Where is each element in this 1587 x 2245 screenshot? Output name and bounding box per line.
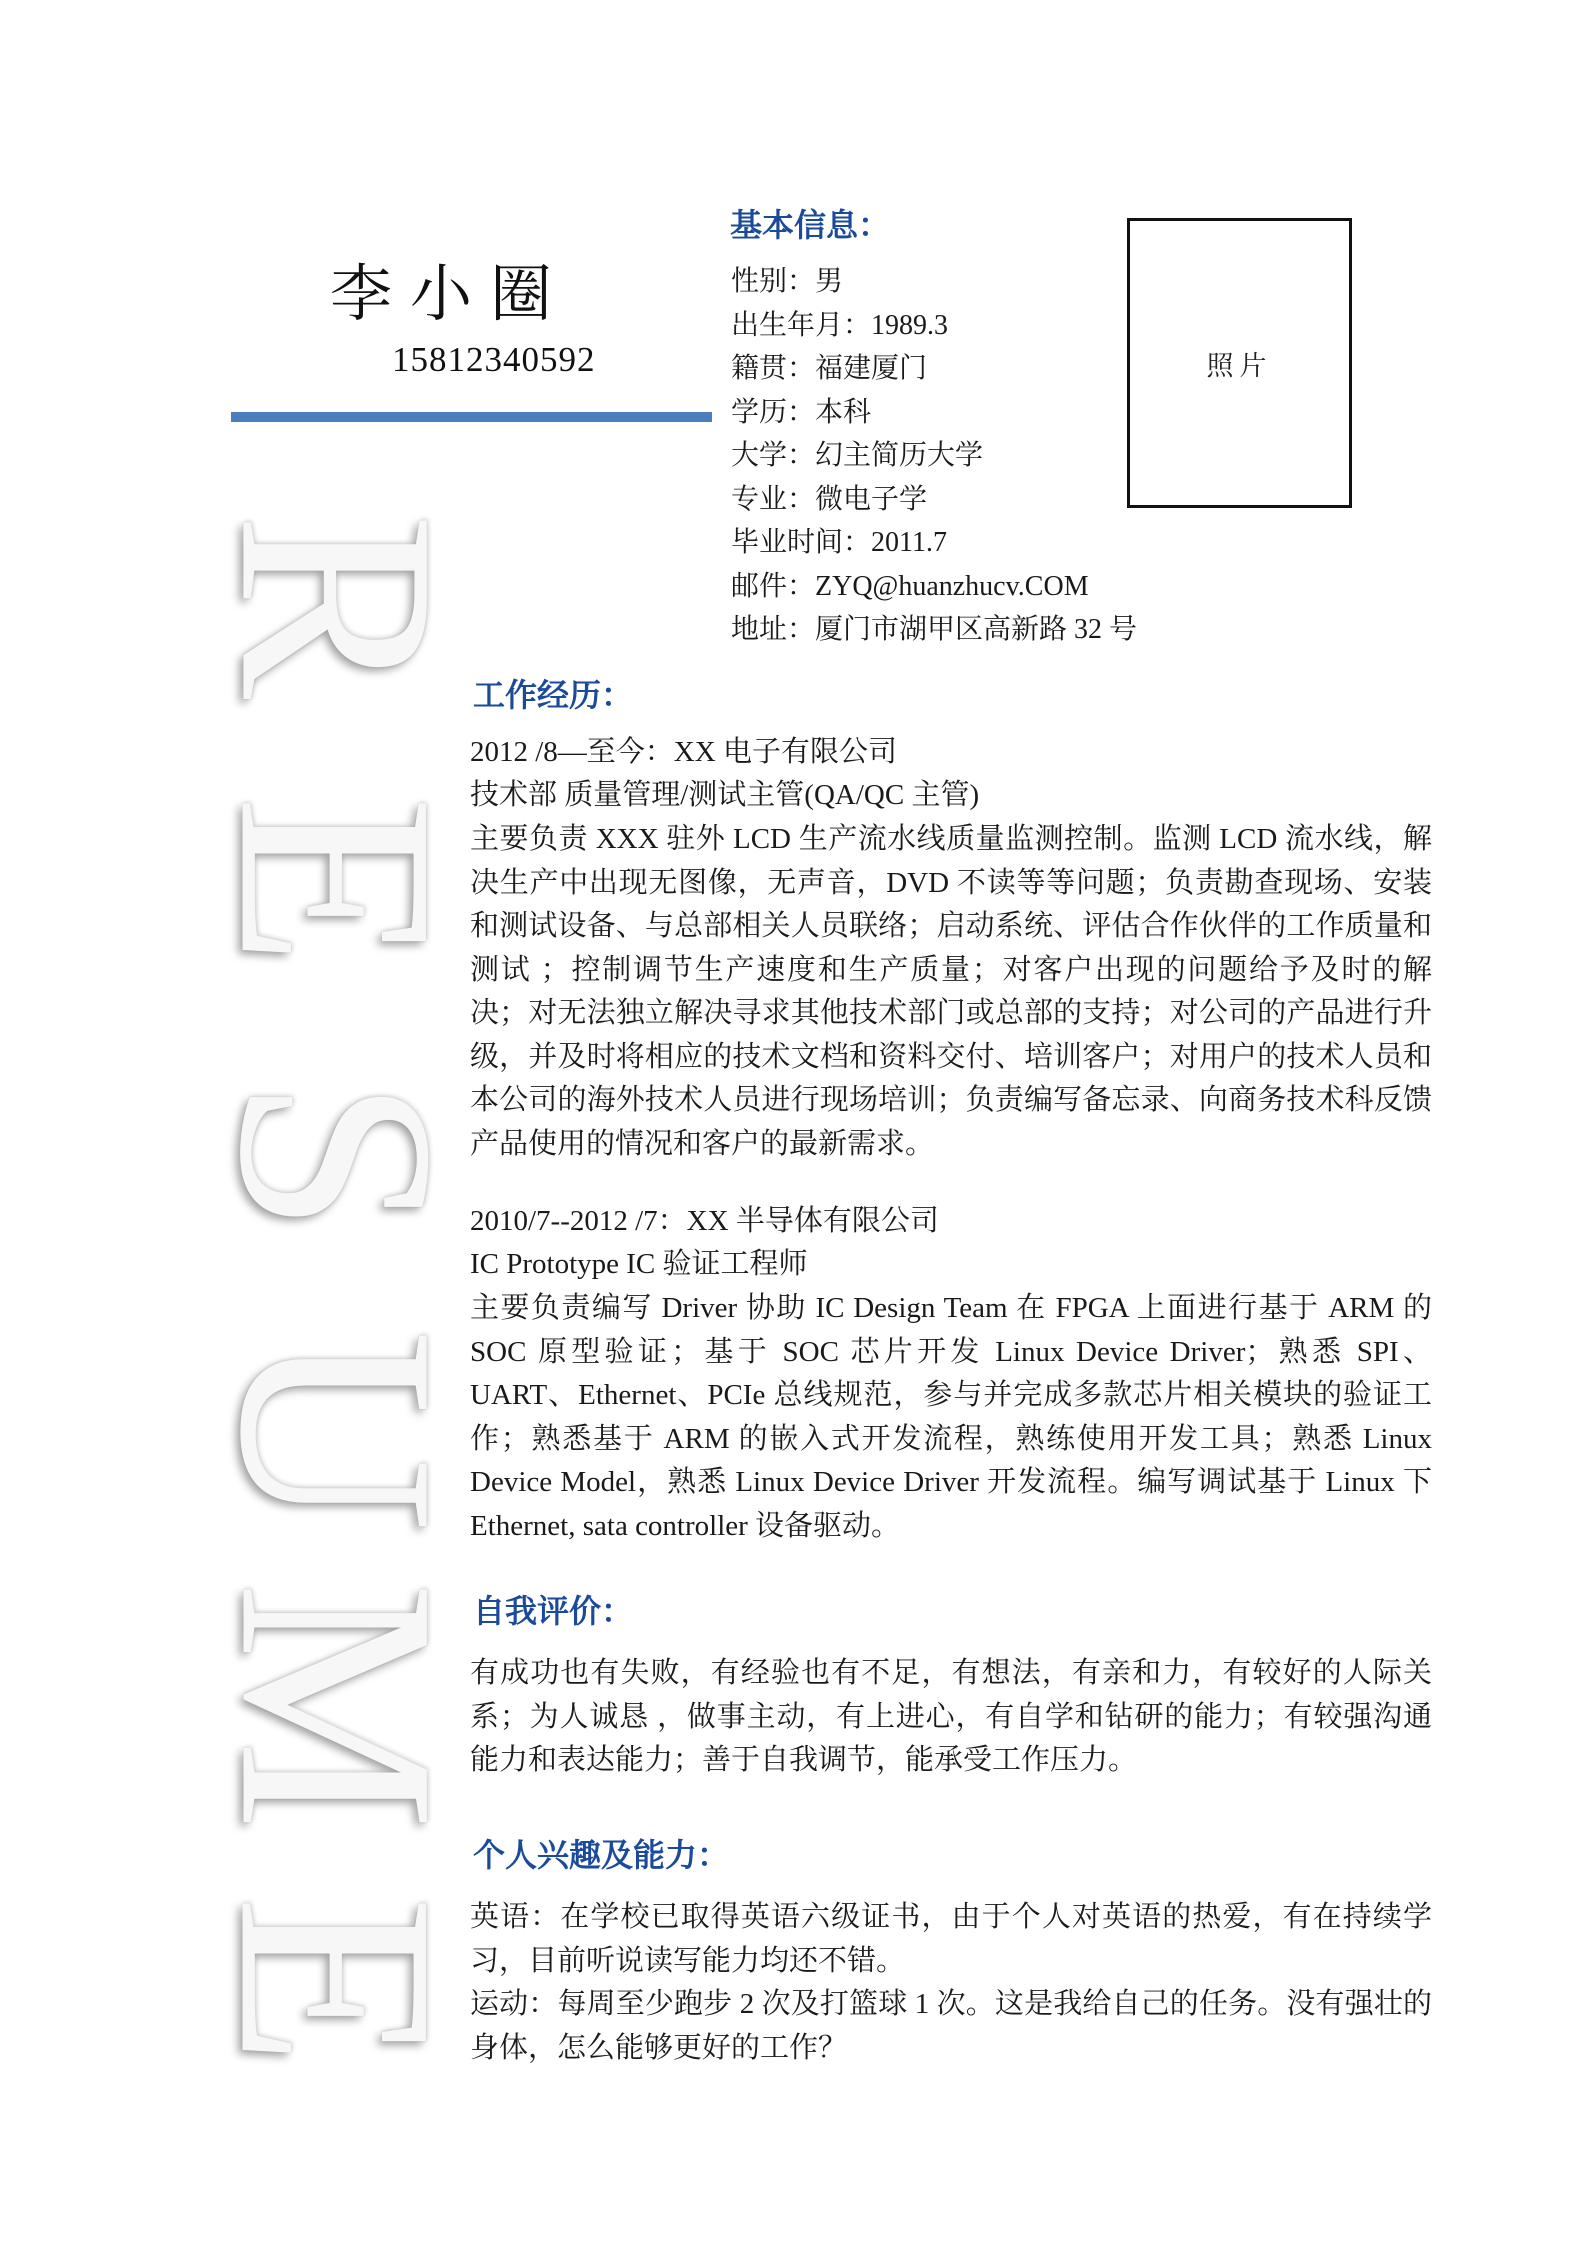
basic-info-address: 地址：厦门市湖甲区高新路 32 号: [731, 614, 1138, 645]
basic-info-university: 大学：幻主简历大学: [731, 440, 984, 471]
watermark-letter-m: [182, 1568, 493, 1843]
basic-info-list: [731, 260, 1291, 652]
job1-title-line: 技术部 质量管理/测试主管(QA/QC 主管): [470, 779, 980, 811]
candidate-name: 李小圈: [330, 261, 571, 329]
basic-info-heading: 基本信息：: [730, 207, 891, 243]
watermark-glyph: E: [181, 794, 493, 967]
watermark-letter-r: [181, 468, 493, 743]
basic-info-birth: 出生年月：1989.3: [731, 309, 949, 341]
header-divider-line: [231, 412, 712, 422]
interests-heading: 个人兴趣及能力：: [473, 1837, 730, 1873]
job2-description: 主要负责编写 Driver 协助 IC Design Team 在 FPGA 上面进行基于 ARM 的 SOC 原型验证；基于 SOC 芯片开发 Linux Device Driver；熟悉 SPI、UART、Ethernet、PCIe 总线规范，参与并完成多款芯片相关模块的验证工作；熟悉基于 ARM 的嵌入式开发流程，熟练使用开发工具；熟悉 Linux Device Model，熟悉 Linux Device Driver 开发流程。编写调试基于 Linux 下 Ethernet, sata controller 设备驱动。: [470, 1292, 1432, 1542]
work-section-heading: 工作经历：: [473, 677, 634, 713]
basic-info-hometown: 籍贯：福建厦门: [731, 353, 928, 384]
basic-info-email: 邮件：ZYQ@huanzhucv.COM: [731, 570, 1089, 602]
candidate-phone: 15812340592: [392, 340, 596, 379]
basic-info-graduation: 毕业时间：2011.7: [731, 527, 947, 558]
watermark-letter-e2: [181, 1843, 493, 2118]
job1-description: 主要负责 XXX 驻外 LCD 生产流水线质量监测控制。监测 LCD 流水线，解决生产中出现无图像，无声音，DVD 不读等等问题；负责勘查现场、安装和测试设备、与总部相关人员联络；启动系统、评估合作伙伴的工作质量和测试 ；控制调节生产速度和生产质量；对客户出现的问题给予及时的解决；对无法独立解决寻求其他技术部门或总部的支持；对公司的产品进行升级，并及时将相应的技术文档和资料交付、培训客户；对用户的技术人员和本公司的海外技术人员进行现场培训；负责编写备忘录、向商务技术科反馈产品使用的情况和客户的最新需求。: [470, 823, 1432, 1160]
watermark-letter-e1: [181, 743, 493, 1018]
basic-info-major: 专业：微电子学: [731, 483, 928, 515]
watermark-glyph: U: [182, 1329, 493, 1532]
photo-placeholder-label: 照片: [1206, 350, 1273, 381]
watermark-glyph: E: [181, 1894, 493, 2067]
watermark-letter-s: [181, 1018, 493, 1293]
watermark-glyph: S: [181, 1077, 493, 1234]
self-eval-text: 有成功也有失败，有经验也有不足，有想法，有亲和力，有较好的人际关系；为人诚恳 ，做事主动，有上进心，有自学和钻研的能力；有较强沟通能力和表达能力；善于自我调节，能承受工作压力。: [470, 1657, 1432, 1776]
interests-text: [470, 1896, 1432, 2070]
job2-title-line: IC Prototype IC 验证工程师: [470, 1248, 808, 1280]
basic-info-degree: 学历：本科: [731, 396, 872, 428]
self-eval-heading: 自我评价：: [473, 1593, 634, 1629]
job1-period-line: 2012 /8—至今：XX 电子有限公司: [470, 736, 897, 768]
job2-period-line: 2010/7--2012 /7：XX 半导体有限公司: [470, 1205, 939, 1237]
basic-info-gender: 性别：男: [731, 266, 844, 297]
interests-english: 英语：在学校已取得英语六级证书，由于个人对英语的热爱，有在持续学习，目前听说读写能力均还不错。: [470, 1901, 1432, 1977]
watermark-letter-u: [182, 1293, 493, 1568]
interests-sports: 运动：每周至少跑步 2 次及打篮球 1 次。这是我给自己的任务。没有强壮的身体，怎么能够更好的工作？: [470, 1988, 1432, 2064]
watermark-glyph: M: [182, 1581, 493, 1830]
watermark-glyph: R: [181, 512, 493, 699]
